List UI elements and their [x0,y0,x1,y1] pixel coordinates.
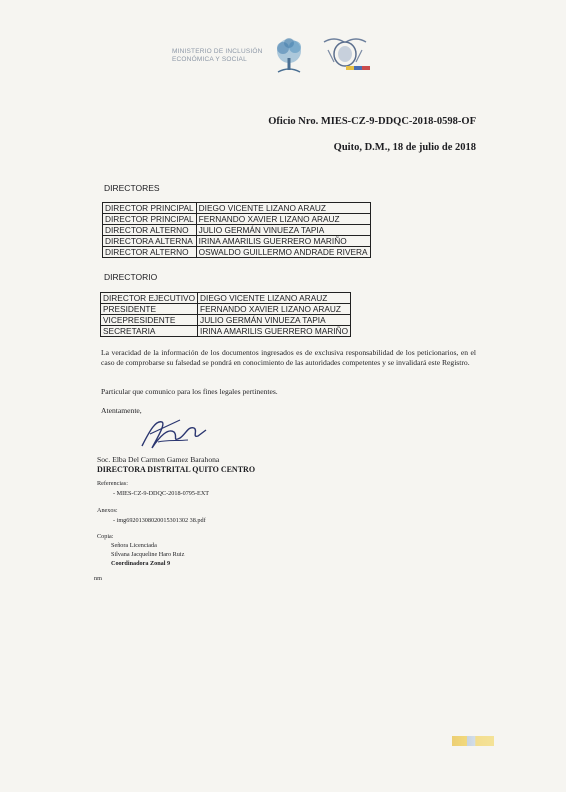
copia-label: Copia: [97,533,114,540]
particular-line: Particular que comunico para los fines legales pertinentes. [101,387,278,396]
page-stamp [452,736,494,746]
nombre-cell: IRINA AMARILIS GUERRERO MARIÑO [198,326,351,337]
ministry-logo-text [172,48,263,64]
document-date: Quito, D.M., 18 de julio de 2018 [333,142,476,153]
table-row [103,247,371,258]
oficio-number: Oficio Nro. MIES-CZ-9-DDQC-2018-0598-OF [268,116,476,127]
logo-line-2: ECONÓMICA Y SOCIAL [172,56,247,63]
table-row [101,326,351,337]
table-row [101,304,351,315]
logo-line-1: MINISTERIO DE INCLUSIÓN [172,48,263,55]
referencias-value: - MIES-CZ-9-DDQC-2018-0795-EXT [113,490,210,497]
copia-line-2: Silvana Jacqueline Haro Ruiz [111,551,185,558]
veracity-paragraph: La veracidad de la información de los documentos ingresados es de exclusiva responsabilidad de los peticionarios, en el caso de comprobarse su falsedad se pondrá en conocimiento de las autoridades competentes y se invalidará este Registro. [101,348,476,367]
tree-emblem-icon [272,36,306,76]
cargo-cell: DIRECTOR EJECUTIVO [101,293,198,304]
nombre-cell: DIEGO VICENTE LIZANO ARAUZ [196,203,370,214]
directores-table [102,202,371,258]
nombre-cell: FERNANDO XAVIER LIZANO ARAUZ [196,214,370,225]
copia-line-3: Coordinadora Zonal 9 [111,560,171,567]
directores-title: DIRECTORES [104,183,160,193]
cargo-cell: SECRETARIA [101,326,198,337]
anexos-label: Anexos: [97,507,118,514]
cargo-cell: DIRECTOR PRINCIPAL [103,214,197,225]
anexos-value: - img69201308020015301302 38.pdf [113,517,206,524]
nombre-cell: DIEGO VICENTE LIZANO ARAUZ [198,293,351,304]
signer-role: DIRECTORA DISTRITAL QUITO CENTRO [97,465,256,474]
table-row [101,315,351,326]
closing-line: Atentamente, [101,406,142,415]
initials: nm [94,575,102,582]
table-row [103,214,371,225]
cargo-cell: PRESIDENTE [101,304,198,315]
signer-name: Soc. Elba Del Carmen Gamez Barahona [97,455,220,464]
nombre-cell: FERNANDO XAVIER LIZANO ARAUZ [198,304,351,315]
cargo-cell: VICEPRESIDENTE [101,315,198,326]
table-row [103,225,371,236]
referencias-label: Referencias: [97,480,128,487]
national-shield-icon [316,36,374,78]
handwritten-signature [136,410,210,456]
table-row [103,236,371,247]
cargo-cell: DIRECTOR ALTERNO [103,247,197,258]
directorio-table [100,292,351,337]
nombre-cell: JULIO GERMÁN VINUEZA TAPIA [198,315,351,326]
cargo-cell: DIRECTOR PRINCIPAL [103,203,197,214]
copia-line-1: Señora Licenciada [111,542,157,549]
cargo-cell: DIRECTORA ALTERNA [103,236,197,247]
cargo-cell: DIRECTOR ALTERNO [103,225,197,236]
directorio-title: DIRECTORIO [104,272,158,282]
nombre-cell: IRINA AMARILIS GUERRERO MARIÑO [196,236,370,247]
table-row [101,293,351,304]
nombre-cell: JULIO GERMÁN VINUEZA TAPIA [196,225,370,236]
nombre-cell: OSWALDO GUILLERMO ANDRADE RIVERA [196,247,370,258]
table-row [103,203,371,214]
